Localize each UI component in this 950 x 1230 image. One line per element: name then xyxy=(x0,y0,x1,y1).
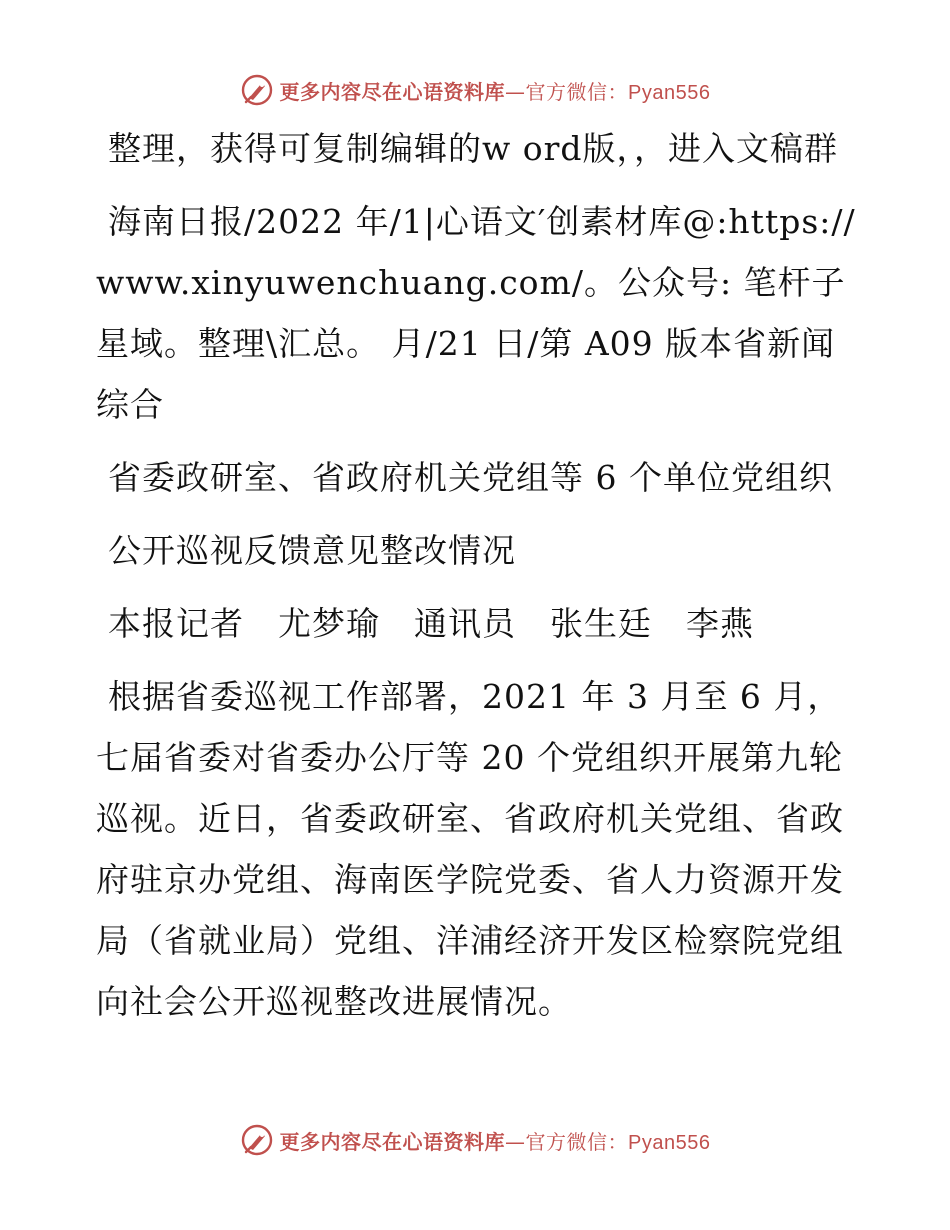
watermark-brand: 更多内容尽在心语资料库 xyxy=(279,1129,506,1154)
footer-watermark xyxy=(0,1120,950,1160)
watermark-separator: — xyxy=(505,79,526,104)
paragraph-body: 根据省委巡视工作部署，2021 年 3 月至 6 月，七届省委对省委办公厅等 20 个党组织开展第九轮巡视。近日，省委政研室、省政府机关党组、省政府驻京办党组、海南医学院党委、省人力资源开发局（省就业局）党组、洋浦经济开发区检察院党组向社会公开巡视整改进展情况。 xyxy=(96,677,844,1021)
watermark-wechat-id: Pyan556 xyxy=(628,1131,711,1154)
watermark-official: 官方微信： xyxy=(525,1129,629,1154)
pen-nib-logo-icon xyxy=(240,73,274,107)
pen-nib-logo-icon xyxy=(240,1123,274,1157)
watermark-wechat-id: Pyan556 xyxy=(628,81,711,104)
watermark-official: 官方微信： xyxy=(525,79,629,104)
document-body xyxy=(96,118,856,1044)
watermark-text xyxy=(280,1126,711,1155)
article-byline: 本报记者 尤梦瑜 通讯员 张生廷 李燕 xyxy=(108,604,754,643)
article-title-line-1: 省委政研室、省政府机关党组等 6 个单位党组织 xyxy=(108,458,833,497)
paragraph-source: 海南日报/2022 年/1|心语文′创素材库@:https://www.xinyuwenchuang.com/。公众号: 笔杆子星域。整理\汇总。 月/21 日/第 A09 版本省新闻 综合 xyxy=(96,202,856,424)
header-watermark xyxy=(0,70,950,110)
article-title-line-2: 公开巡视反馈意见整改情况 xyxy=(108,531,516,570)
watermark-text xyxy=(280,76,711,105)
watermark-separator: — xyxy=(505,1129,526,1154)
paragraph-intro: 整理，获得可复制编辑的w ord版，，进入文稿群 xyxy=(108,129,839,168)
watermark-brand: 更多内容尽在心语资料库 xyxy=(279,79,506,104)
